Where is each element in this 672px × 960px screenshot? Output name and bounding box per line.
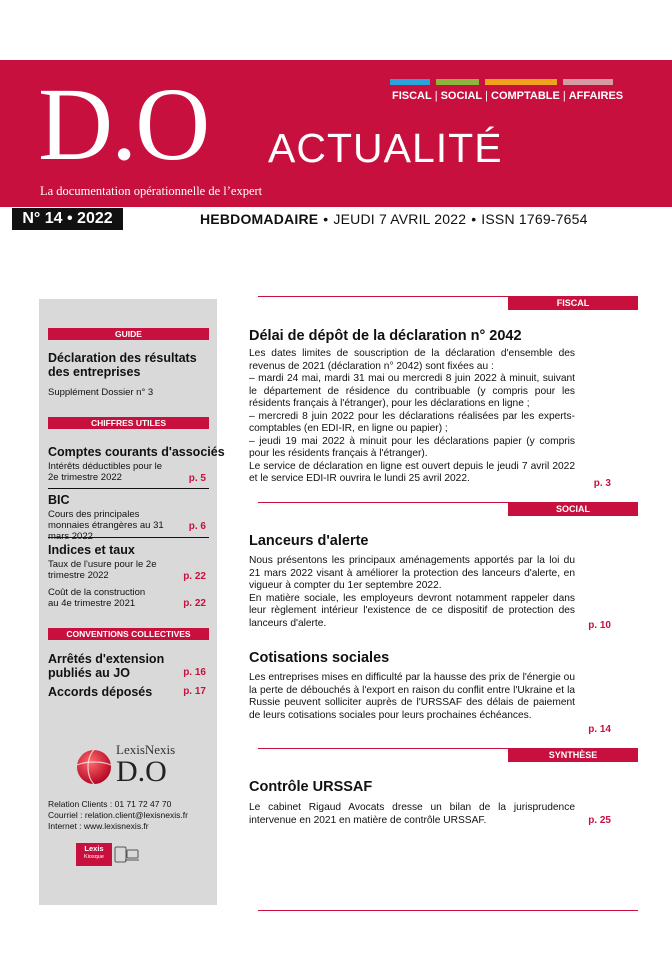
issue-date: JEUDI 7 AVRIL 2022 — [333, 211, 467, 227]
article-paragraph: – jeudi 19 mai 2022 à minuit pour les déclarations papier (y compris pour les résidents français à l'étranger). — [249, 435, 575, 459]
article-title[interactable]: Contrôle URSSAF — [249, 779, 373, 795]
comptes-page[interactable]: p. 5 — [188, 473, 206, 484]
category-list: FISCAL | SOCIAL | COMPTABLE | AFFAIRES — [392, 90, 624, 102]
arretes-page[interactable]: p. 16 — [183, 667, 206, 678]
accords-title: Accords déposés — [48, 685, 153, 699]
comptable-color-bar — [485, 79, 557, 85]
article-paragraph: – mercredi 8 juin 2022 pour les déclarations réalisées par les experts-comptables (en EDI-IR, en ligne ou papier) ; — [249, 410, 575, 434]
social-color-bar — [436, 79, 479, 85]
article-body — [249, 555, 575, 630]
usure-page[interactable]: p. 22 — [183, 571, 206, 582]
bic-page[interactable]: p. 6 — [188, 521, 206, 532]
arretes-title: Arrêtés d'extension publiés au JO — [48, 652, 165, 680]
guide-sub: Supplément Dossier n° 3 — [48, 387, 154, 398]
comptes-title: Comptes courants d'associés — [48, 445, 225, 459]
article-paragraph: Les dates limites de souscription de la déclaration d'ensemble des revenus de 2021 (déclaration n° 2042) sont fixées au : — [249, 348, 575, 372]
guide-label: GUIDE — [48, 328, 209, 340]
contact-email[interactable]: Courriel : relation.client@lexisnexis.fr — [48, 810, 188, 820]
article-title[interactable]: Lanceurs d'alerte — [249, 533, 369, 549]
masthead-title: ACTUALITÉ — [268, 125, 503, 171]
chiffres-label: CHIFFRES UTILES — [48, 417, 209, 429]
devices-icon — [114, 845, 140, 865]
usure-text: Taux de l'usure pour le 2e trimestre 2022 — [48, 559, 157, 581]
masthead-rule — [0, 205, 672, 207]
section-synthese: SYNTHÈSE — [508, 749, 638, 762]
article-title[interactable]: Délai de dépôt de la déclaration n° 2042 — [249, 328, 522, 344]
article-page-link[interactable]: p. 3 — [593, 478, 611, 489]
fiscal-color-bar — [390, 79, 430, 85]
divider — [48, 537, 209, 538]
article-paragraph: Nous présentons les principaux aménagements apportés par la loi du 21 mars 2022 visant à améliorer la protection des lanceurs d'alerte, en vigueur à compter du 1er septembre 2022. — [249, 555, 575, 591]
article-page-link[interactable]: p. 25 — [588, 815, 611, 826]
publisher-name: LexisNexis — [116, 742, 176, 757]
conventions-label: CONVENTIONS COLLECTIVES — [48, 628, 209, 640]
bic-title: BIC — [48, 493, 70, 507]
issn: ISSN 1769-7654 — [481, 211, 588, 227]
article-paragraph: Le service de déclaration en ligne est ouvert depuis le jeudi 7 avril 2022 et le service EDI-IR ouvrira le lundi 25 avril 2022. — [249, 460, 575, 484]
article-paragraph: – mardi 24 mai, mardi 31 mai ou mercredi 8 juin 2022 à minuit, suivant le département de résidence du contribuable (y compris pour les résidents français à l'étranger), pour les déclarations en ligne ; — [249, 373, 575, 409]
contact-phone: Relation Clients : 01 71 72 47 70 — [48, 799, 172, 809]
bottom-rule — [258, 910, 638, 911]
section-fiscal: FISCAL — [508, 297, 638, 310]
article-page-link[interactable]: p. 14 — [588, 724, 611, 735]
construction-text: Coût de la construction au 4e trimestre 2021 — [48, 587, 146, 609]
article-title[interactable]: Cotisations sociales — [249, 650, 390, 666]
lexisnexis-logo — [74, 742, 194, 790]
lexisnexis-globe-icon — [74, 747, 114, 787]
contact-web[interactable]: Internet : www.lexisnexis.fr — [48, 821, 149, 831]
lexis-kiosque-badge[interactable] — [76, 843, 112, 866]
category-affaires: AFFAIRES — [568, 90, 624, 102]
article-paragraph: Les entreprises mises en difficulté par la hausse des prix de l'énergie ou la perte de débouchés à l'export en raison du conflit entre l'Ukraine et la Russie peuvent solliciter auprès de l'URSSAF des délais de paiement de leurs cotisations sociales pour leurs prochaines échéances. — [249, 672, 575, 721]
divider — [48, 488, 209, 489]
frequency: HEBDOMADAIRE — [200, 211, 319, 227]
issue-info: HEBDOMADAIRE • JEUDI 7 AVRIL 2022 • ISSN 1769-7654 — [200, 211, 588, 227]
issue-number: N° 14 • 2022 — [12, 208, 123, 230]
article-paragraph: Le cabinet Rigaud Avocats dresse un bilan de la jurisprudence intervenue en 2021 en matière de contrôle URSSAF. — [249, 802, 575, 826]
article-body — [249, 672, 575, 722]
affaires-color-bar — [563, 79, 613, 85]
publisher-mark: D.O — [116, 755, 167, 788]
comptes-text: Intérêts déductibles pour le 2e trimestre 2022 — [48, 461, 163, 483]
tagline: La documentation opérationnelle de l’expert — [40, 184, 263, 198]
category-comptable: COMPTABLE — [491, 90, 560, 102]
accords-page[interactable]: p. 17 — [183, 686, 206, 697]
kiosque-sub: Kiosque — [84, 854, 104, 860]
category-social: SOCIAL — [440, 90, 483, 102]
article-body — [249, 348, 575, 486]
category-fiscal: FISCAL — [392, 90, 432, 102]
construction-page[interactable]: p. 22 — [183, 598, 206, 609]
guide-title: Déclaration des résultats des entreprises — [48, 351, 197, 379]
article-body — [249, 802, 575, 827]
section-social: SOCIAL — [508, 503, 638, 516]
bic-text: Cours des principales monnaies étrangères au 31 — [48, 509, 164, 531]
kiosque-label: Lexis — [84, 844, 104, 853]
article-paragraph: En matière sociale, les employeurs devront notamment rappeler dans leur règlement intérieur l'existence de ce dispositif de protection des lanceurs d'alerte. — [249, 592, 575, 629]
indices-title: Indices et taux — [48, 543, 135, 557]
logo-do: D.O — [38, 67, 209, 182]
article-page-link[interactable]: p. 10 — [588, 620, 611, 631]
